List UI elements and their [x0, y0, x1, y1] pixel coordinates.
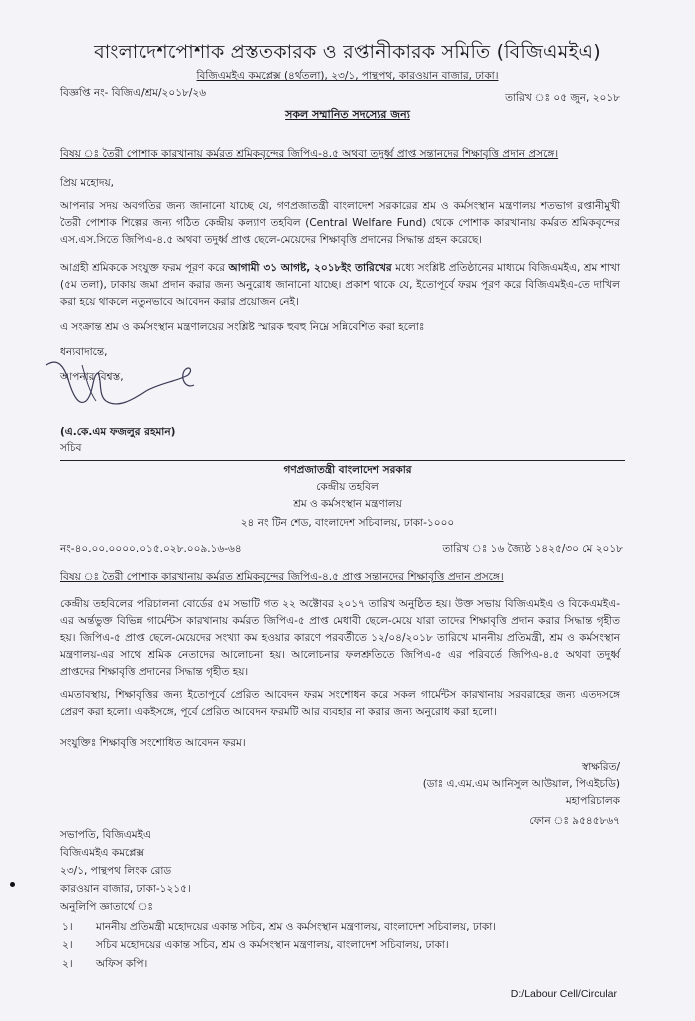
file-path: D:/Labour Cell/Circular [510, 988, 617, 1000]
salutation: প্রিয় মহোদয়, [60, 177, 115, 189]
cc-item-1: মাননীয় প্রতিমন্ত্রী মহোদয়ের একান্ত সচিব, শ্রম ও কর্মসংস্থান মন্ত্রণালয়, বাংলাদেশ সচিবালয়, ঢাকা। [96, 921, 497, 933]
signatory-title: সচিব [60, 442, 82, 454]
cc-heading: অনুলিপি জ্ঞাতার্থে ঃ [60, 901, 154, 913]
memo-paragraph-1: কেন্দ্রীয় তহবিলের পরিচালনা বোর্ডের ৫ম সভাটি গত ২২ অক্টোবর ২০১৭ তারিখ অনুষ্ঠিত হয়। উক্ত সভায় বিজিএমইএ ও বিকেএমইএ-এর অর্ন্তভুক্ত বিভিন্ন গার্মেন্টস কারখানায় কর্মরত জিপিএ-৫ প্রাপ্ত মেধাবী ছেলে-মেয়ে যারা তাদের শিক্ষাবৃত্তি প্রদান করার সিদ্ধান্ত গৃহীত হয়। জিপিএ-৫ প্রাপ্ত ছেলে-মেয়েদের সংখ্যা কম হওয়ার কারণে পরবর্তীতে ১২/০৪/২০১৮ তারিখে মাননীয় প্রতিমন্ত্রী, শ্রম ও কর্মসংস্থান মন্ত্রণালয়-এর সাথে শ্রমিক নেতাদের আলোচনা হয়। আলোচনার ফলশ্রুতিতে জিপিএ-৫ এর পরিবর্তে জিপিএ-৪.৫ অথবা তদুর্ধ্ব প্রাপ্তদের শিক্ষাবৃত্তি প্রদানের সিদ্ধান্ত গৃহীত হয়। [60, 598, 620, 678]
org-address: বিজিএমইএ কমপ্লেক্স (৪র্থতলা), ২৩/১, পান্থপথ, কারওয়ান বাজার, ঢাকা। [196, 70, 499, 82]
memo-number: নং-৪০.০০.০০০০.০১৫.০২৮.০০৯.১৬-৬৪ [60, 543, 242, 555]
signature-image [38, 345, 228, 415]
org-name: বাংলাদেশপোশাক প্রস্ততকারক ও রপ্তানীকারক সমিতি (বিজিএমইএ) [94, 41, 601, 63]
ministry-name: শ্রম ও কর্মসংস্থান মন্ত্রণালয় [293, 498, 402, 510]
signed-mark: স্বাক্ষরিত/ [581, 761, 620, 773]
subject-line: বিষয় ঃ তৈরী পোশাক কারখানায় কর্মরত শ্রমিকবৃন্দের জিপিএ-৪.৫ অথবা তদুর্ধ্ব প্রাপ্ত সন্তানদের শিক্ষাবৃত্তি প্রদান প্রসঙ্গে। [60, 148, 559, 160]
ministry-address: ২৪ নং টিন শেড, বাংলাদেশ সচিবালয়, ঢাকা-১০০০ [240, 517, 455, 529]
signer-name: (ডাঃ এ.এম.এম আনিসুল আউয়াল, পিএইচডি) [422, 778, 620, 790]
closing-text: ধন্যবাদান্তে, [60, 346, 108, 358]
fund-name: কেন্দ্রীয় তহবিল [316, 481, 379, 493]
attachment-note: সংযুক্তিঃ শিক্ষাবৃত্তি সংশোধিত আবেদন ফরম। [60, 737, 246, 749]
letter-date: তারিখ ঃ ০৫ জুন, ২০১৮ [505, 92, 620, 104]
body-paragraph-1: আপনার সদয় অবগতির জন্য জানানো যাচ্ছে যে, গণপ্রজাতন্ত্রী বাংলাদেশ সরকারের শ্রম ও কর্মসংস্থান মন্ত্রণালয় শতভাগ রপ্তানীমুখী তৈরী পোশাক শিল্পের জন্য গঠিত কেন্দ্রীয় কল্যাণ তহবিল (Central Welfare Fund) থেকে পোশাক কারখানায় কর্মরত শ্রমিকবৃন্দের এস.এস.সিতে জিপিএ-৪.৫ অথবা তদুর্ধ্ব প্রাপ্ত ছেলে-মেয়েদের শিক্ষাবৃত্তি প্রদানের সিদ্ধান্ত গ্রহন করেছে। [60, 200, 620, 246]
recipient-line-1: সভাপতি, বিজিএমইএ [60, 829, 152, 841]
signatory-name: (এ.কে.এম ফজলুর রহমান) [60, 426, 176, 438]
cc-item-3: অফিস কপি। [96, 958, 148, 970]
signer-phone: ফোন ঃ ৯৫৪৫৮৬৭ [529, 815, 620, 827]
recipient-line-4: কারওয়ান বাজার, ঢাকা-১২১৫। [60, 883, 191, 895]
cc-number-2: ২। [62, 939, 73, 951]
yours-faithfully: আপনার বিশ্বস্ত, [60, 371, 124, 383]
recipient-line-3: ২৩/১, পান্থপথ লিংক রোড [60, 865, 172, 877]
memo-date: তারিখ ঃ ১৬ জ্যৈষ্ঠ ১৪২৫/৩০ মে ২০১৮ [442, 543, 623, 555]
govt-name: গণপ্রজাতন্ত্রী বাংলাদেশ সরকার [283, 464, 412, 476]
body-paragraph-3: এ সংক্রান্ত শ্রম ও কর্মসংস্থান মন্ত্রণালয়ের সংশ্লিষ্ট স্মারক হুবহু নিম্নে সন্নিবেশিত করা হলোঃ [60, 321, 425, 333]
cc-number-1: ১। [62, 921, 73, 933]
reference-number: বিজ্ঞপ্তি নং- বিজিএ/শ্রম/২০১৮/২৬ [60, 87, 207, 99]
body-paragraph-2: আগ্রহী শ্রমিককে সংযুক্ত ফরম পূরণ করে আগামী ৩১ আগষ্ট, ২০১৮ইং তারিখের মধ্যে সংশ্লিষ্ট প্রতিষ্ঠানের মাধ্যমে বিজিএমইএ, শ্রম শাখা (৫ম তলা), ঢাকায় জমা প্রদান করার জন্য অনুরোধ জানানো যাচ্ছে। প্রকাশ থাকে যে, ইতোপূর্বে ফরম পূরণ করে বিজিএমইএ-তে দাখিল করা হয়ে থাকলে নতুনভাবে আবেদন করার প্রয়োজন নেই। [60, 262, 620, 308]
cc-number-3: ২। [62, 958, 73, 970]
margin-dot [10, 882, 15, 887]
section-divider [60, 460, 625, 461]
recipient-line-2: বিজিএমইএ কমপ্লেক্স [60, 847, 145, 859]
deadline-text: আগামী ৩১ আগষ্ট, ২০১৮ইং তারিখের [228, 262, 392, 274]
audience-heading: সকল সম্মানিত সদস্যের জন্য [285, 108, 410, 121]
memo-paragraph-2: এমতাবস্থায়, শিক্ষাবৃত্তির জন্য ইতোপূর্বে প্রেরিত আবেদন ফরম সংশোধন করে সকল গার্মেন্টস কারখানায় সরবরাহের জন্য এতদসঙ্গে প্রেরণ করা হলো। একইসঙ্গে, পূর্বে প্রেরিত আবেদন ফরমটি আর ব্যবহার না করার জন্য অনুরোধ করা হলো। [60, 689, 620, 718]
memo-subject: বিষয় ঃ তৈরী পোশাক কারখানায় কর্মরত শ্রমিকবৃন্দের জিপিএ-৪.৫ প্রাপ্ত সন্তানদের শিক্ষাবৃত্তি প্রদান প্রসঙ্গে। [60, 571, 504, 583]
signer-title: মহাপরিচালক [565, 795, 620, 807]
cc-item-2: সচিব মহোদয়ের একান্ত সচিব, শ্রম ও কর্মসংস্থান মন্ত্রণালয়, বাংলাদেশ সচিবালয়, ঢাকা। [96, 939, 449, 951]
